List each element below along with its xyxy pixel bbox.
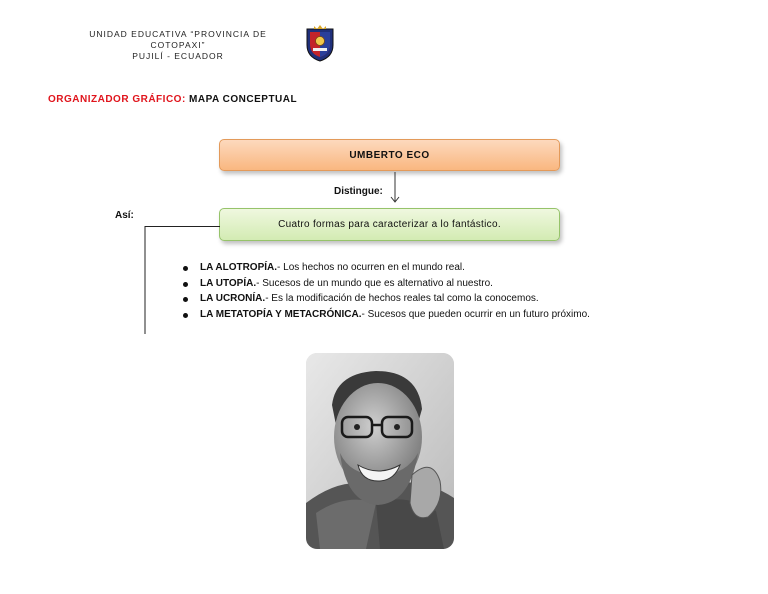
characteristics-list xyxy=(183,260,590,322)
organizer-type: MAPA CONCEPTUAL xyxy=(185,94,298,105)
connector-label: Distingue: xyxy=(334,186,383,197)
list-item xyxy=(183,276,590,292)
list-item xyxy=(183,260,590,276)
item-term: LA METATOPÍA Y METACRÓNICA. xyxy=(200,308,362,320)
secondary-concept-label: Cuatro formas para caracterizar a lo fantástico. xyxy=(278,219,501,230)
down-arrow-icon xyxy=(388,172,402,204)
side-label: Así: xyxy=(115,210,134,221)
school-name: UNIDAD EDUCATIVA “PROVINCIA DE COTOPAXI” xyxy=(89,29,267,50)
bullet-icon xyxy=(183,266,188,271)
bullet-icon xyxy=(183,297,188,302)
school-header xyxy=(63,29,293,62)
main-concept-label: UMBERTO ECO xyxy=(349,149,430,161)
author-portrait-photo xyxy=(306,353,454,549)
organizer-title xyxy=(48,94,297,105)
item-term: LA ALOTROPÍA. xyxy=(200,262,278,273)
item-description: - Los hechos no ocurren en el mundo real. xyxy=(277,262,465,273)
list-item xyxy=(183,307,590,323)
bullet-icon xyxy=(183,282,188,287)
item-description: - Es la modificación de hechos reales tal como la conocemos. xyxy=(265,293,539,304)
bullet-icon xyxy=(183,313,188,318)
organizer-label: ORGANIZADOR GRÁFICO: xyxy=(48,94,186,105)
item-description: - Sucesos que pueden ocurrir en un futuro próximo. xyxy=(361,308,590,320)
item-term: LA UTOPÍA. xyxy=(200,277,257,289)
school-location: PUJILÍ - ECUADOR xyxy=(132,51,224,61)
secondary-concept-node xyxy=(219,208,560,241)
item-term: LA UCRONÍA. xyxy=(200,293,266,304)
item-description: - Sucesos de un mundo que es alternativo al nuestro. xyxy=(256,277,493,289)
portrait-illustration xyxy=(306,353,454,549)
school-crest-icon xyxy=(304,24,336,62)
main-concept-node xyxy=(219,139,560,171)
list-item xyxy=(183,291,590,307)
